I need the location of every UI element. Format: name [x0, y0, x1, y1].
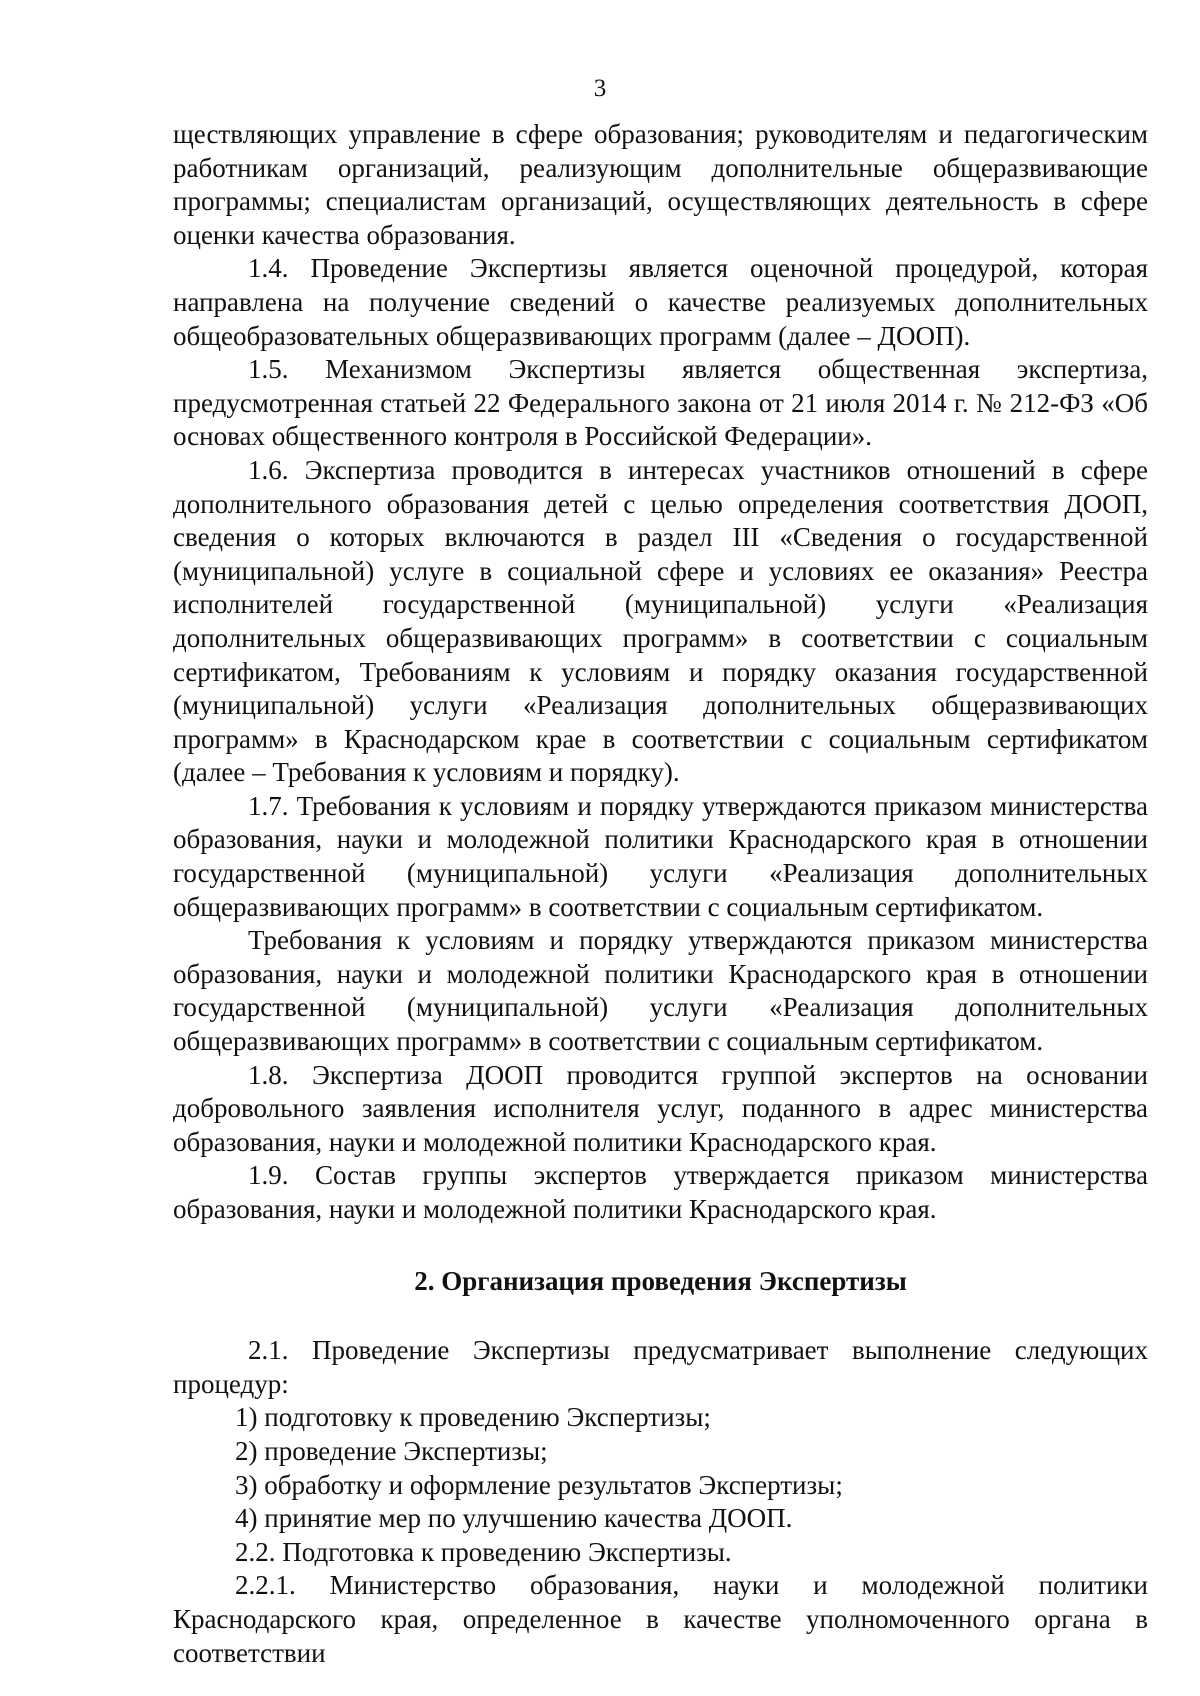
paragraph-continuation: ществляющих управление в сфере образования; руководителям и педагогическим работникам организаций, реализующим дополнительные общеразвивающие программы; специалистам организаций, осуществляющих деятельность в сфере оценки качества образования.	[173, 119, 1148, 250]
paragraph-1-7: 1.7. Требования к условиям и порядку утверждаются приказом министерства образования, науки и молодежной политики Краснодарского края в отношении государственной (муниципальной) услуги «Реализация дополнительных общеразвивающих программ» в соответствии с социальным сертификатом.	[173, 790, 1148, 922]
procedure-list-item-4: 4) принятие мер по улучшению качества ДООП.	[235, 1503, 793, 1534]
paragraph-1-8: 1.8. Экспертиза ДООП проводится группой экспертов на основании добровольного заявления исполнителя услуг, поданного в адрес министерства образования, науки и молодежной политики Краснодарского края.	[173, 1059, 1148, 1157]
paragraph-2-2: 2.2. Подготовка к проведению Экспертизы.	[235, 1536, 732, 1567]
procedure-list-item-3: 3) обработку и оформление результатов Экспертизы;	[235, 1469, 843, 1500]
paragraph-1-4: 1.4. Проведение Экспертизы является оценочной процедурой, которая направлена на получение сведений о качестве реализуемых дополнительных общеобразовательных общеразвивающих программ (далее – ДООП).	[173, 253, 1148, 351]
section-2-heading: 2. Организация проведения Экспертизы	[414, 1265, 907, 1296]
procedure-list-item-1: 1) подготовку к проведению Экспертизы;	[235, 1402, 711, 1433]
paragraph-requirements: Требования к условиям и порядку утверждаются приказом министерства образования, науки и молодежной политики Краснодарского края в отношении государственной (муниципальной) услуги «Реализация дополнительных общеразвивающих программ» в соответствии с социальным сертификатом.	[173, 925, 1148, 1057]
paragraph-1-5: 1.5. Механизмом Экспертизы является общественная экспертиза, предусмотренная статьей 22 Федерального закона от 21 июля 2014 г. № 212-ФЗ «Об основах общественного контроля в Российской Федерации».	[173, 354, 1148, 452]
document-body	[173, 118, 1148, 1670]
page-number: 3	[593, 75, 607, 102]
paragraph-1-9: 1.9. Состав группы экспертов утверждается приказом министерства образования, науки и молодежной политики Краснодарского края.	[173, 1160, 1148, 1224]
paragraph-2-1: 2.1. Проведение Экспертизы предусматривает выполнение следующих процедур:	[173, 1335, 1148, 1399]
paragraph-1-6: 1.6. Экспертиза проводится в интересах участников отношений в сфере дополнительного образования детей с целью определения соответствия ДООП, сведения о которых включаются в раздел III «Сведения о государственной (муниципальной) услуге в социальной сфере и условиях ее оказания» Реестра исполнителей государственной (муниципальной) услуги «Реализация дополнительных общеразвивающих программ» в соответствии с социальным сертификатом, Требованиям к условиям и порядку оказания государственной (муниципальной) услуги «Реализация дополнительных общеразвивающих программ» в Краснодарском крае в соответствии с социальным сертификатом (далее – Требования к условиям и порядку).	[173, 454, 1148, 788]
paragraph-2-2-1: 2.2.1. Министерство образования, науки и молодежной политики Краснодарского края, определенное в качестве уполномоченного органа в соответствии	[173, 1570, 1148, 1668]
procedure-list-item-2: 2) проведение Экспертизы;	[235, 1435, 548, 1466]
